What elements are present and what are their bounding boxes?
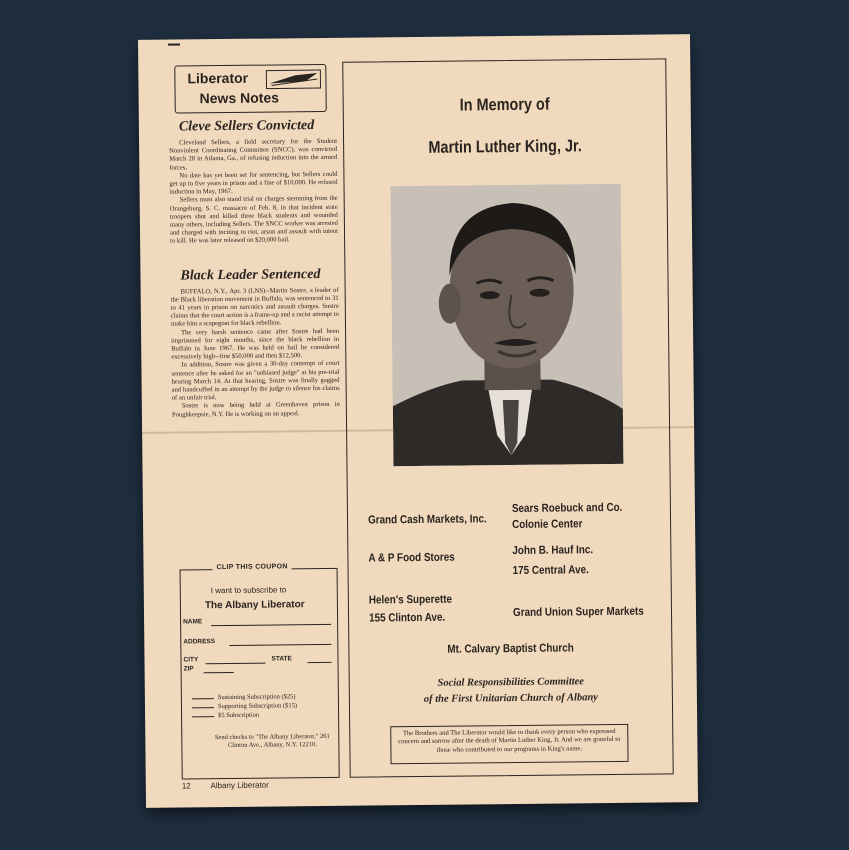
article2-paragraph: In addition, Sostre was given a 30-day contempt of court sentence after he asked for an "unbiased judge" at his pre-trial hearing March 14. At that hearing, Sostre was finally gagged and handcuffed in an attempt by the judge to silence his claims of an unfair trial. xyxy=(171,360,340,402)
name-label: NAME xyxy=(183,618,203,626)
corner-mark xyxy=(168,43,180,45)
state-label: STATE xyxy=(271,655,292,663)
five-dollar-checkbox-line[interactable] xyxy=(192,716,214,717)
sponsor-helens-line2: 155 Clinton Ave. xyxy=(369,611,446,625)
article2-paragraph: Sostre is now being held at Greenhaven prison in Poughkeepsie, N.Y. He is working on an appeal. xyxy=(171,401,340,419)
address-label: ADDRESS xyxy=(183,638,216,646)
flag-icon xyxy=(265,69,321,90)
subscription-coupon xyxy=(180,563,340,780)
sponsor-ap: A & P Food Stores xyxy=(368,551,455,565)
memorial-panel xyxy=(342,58,673,777)
news-notes-title-line1: Liberator xyxy=(187,69,249,87)
article1-paragraph: Sellers must also stand trial on charges stemming from the Orangeburg, S. C. massacre of Feb. 8, in that incident state troopers shot and killed three black students and wounded many others, including Sellers. The SNCC worker was arrested and charged with inciting to riot, arson and assault with intent to kill. He was later released on $20,000 bail. xyxy=(169,195,339,246)
sustaining-checkbox-line[interactable] xyxy=(192,698,214,699)
name-field[interactable] xyxy=(211,624,331,626)
article2-headline: Black Leader Sentenced xyxy=(180,266,321,284)
news-notes-masthead xyxy=(174,64,326,114)
memorial-subject: Martin Luther King, Jr. xyxy=(428,136,582,157)
article1-paragraph: Cleveland Sellers, a field secretary for the Student Nonviolent Coordinating Committee (SNCC), was convicted March 28 in Atlanta, Ga., of refusing induction into the armed forces. xyxy=(169,137,338,172)
committee-line2: of the First Unitarian Church of Albany xyxy=(423,692,598,705)
city-label: CITY xyxy=(183,656,199,664)
page-footer xyxy=(182,781,269,791)
article2-paragraph: The very harsh sentence came after Sostre had been imprisoned for eight months, since the black rebellion in Buffalo in June 1967. He was held on bail he considered excessively high--first $50,000 and then $12,500. xyxy=(171,327,340,361)
committee-line1: Social Responsibilities Committee xyxy=(437,676,585,689)
coupon-title: The Albany Liberator xyxy=(204,599,305,612)
city-field[interactable] xyxy=(206,663,266,665)
sponsor-sears-line1: Sears Roebuck and Co. xyxy=(511,501,623,516)
send-checks-note: Send checks to "The Albany Liberator," 261 Clinton Ave., Albany, N.Y. 12210. xyxy=(214,732,330,750)
news-notes-title-line2: News Notes xyxy=(199,89,280,107)
sponsor-helens-line1: Helen's Superette xyxy=(368,593,453,607)
page-number: 12 xyxy=(181,781,191,791)
portrait-photo xyxy=(391,184,624,466)
sponsor-grand-union: Grand Union Super Markets xyxy=(512,605,644,620)
article1-headline: Cleve Sellers Convicted xyxy=(178,118,315,135)
sponsor-mt-calvary: Mt. Calvary Baptist Church xyxy=(447,642,574,656)
zip-label: ZIP xyxy=(183,665,194,673)
coupon-tab: CLIP THIS COUPON xyxy=(212,563,291,571)
zip-field[interactable] xyxy=(204,672,234,673)
five-dollar-option: $5 Subscription xyxy=(218,711,260,720)
state-field[interactable] xyxy=(308,662,332,663)
thank-you-box: The Brothers and The Liberator would like to thank every person who expressed concern and sorrow after the death of Martin Luther King, Jr. And we are grateful to those who contributed to our programs in King's name. xyxy=(390,724,628,764)
address-field[interactable] xyxy=(229,644,331,646)
sponsor-hauf-line2: 175 Central Ave. xyxy=(512,564,589,578)
memorial-title: In Memory of xyxy=(459,94,550,115)
coupon-intro: I want to subscribe to xyxy=(210,585,287,596)
supporting-checkbox-line[interactable] xyxy=(192,707,214,708)
sponsor-hauf-line1: John B. Hauf Inc. xyxy=(512,544,594,558)
footer-publication: Albany Liberator xyxy=(210,780,269,791)
article2-paragraph: BUFFALO, N.Y., Apr. 3 (LNS)--Martin Sostre, a leader of the Black liberation movement in Buffalo, was sentenced to 31 to 41 years in prison on narcotics and assault charges. Sostre claims that the court action is a frame-up and a racist attempt to make him a scapegoat for black rebellion. xyxy=(170,286,339,329)
portrait-image xyxy=(391,184,624,466)
sponsor-grand-cash: Grand Cash Markets, Inc. xyxy=(367,513,487,527)
supporting-option: Supporting Subscription ($15) xyxy=(217,702,298,711)
left-column xyxy=(148,64,340,420)
newspaper-page xyxy=(138,34,698,808)
article1-paragraph: No date has yet been set for sentencing, but Sellers could get up to five years in prison and a fine of $10,000. He refused induction in May, 1967. xyxy=(169,170,338,196)
sustaining-option: Sustaining Subscription ($25) xyxy=(217,693,296,702)
sponsor-sears-line2: Colonie Center xyxy=(512,518,583,532)
